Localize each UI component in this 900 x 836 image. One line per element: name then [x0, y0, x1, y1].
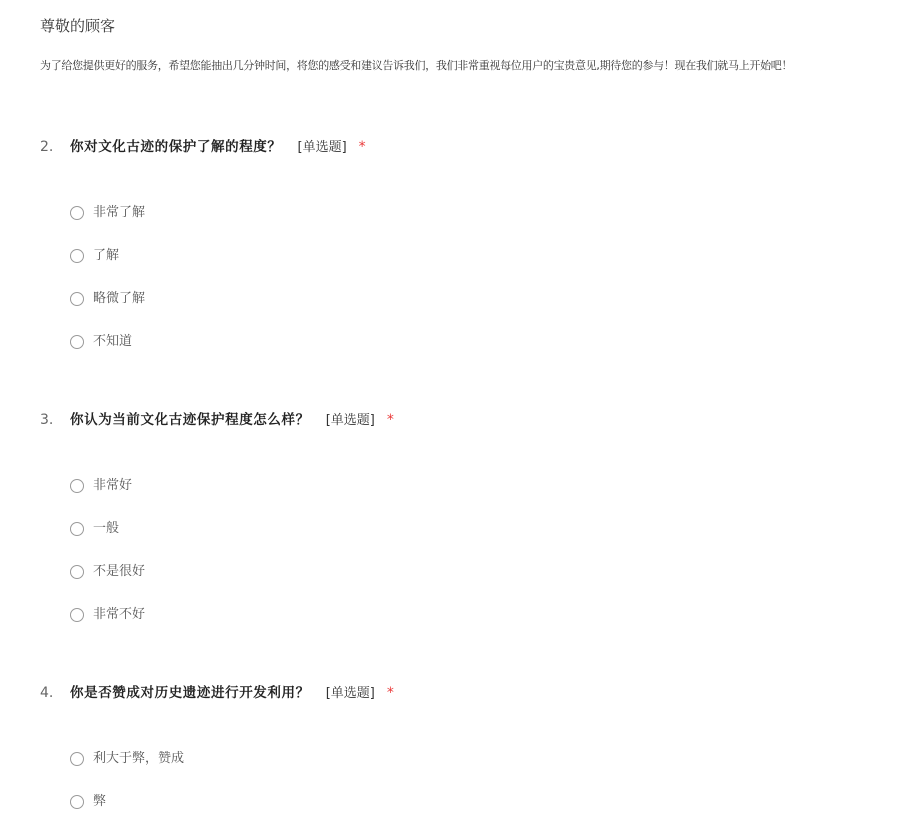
radio-button[interactable] — [70, 795, 84, 809]
question-number: 4. — [40, 685, 54, 701]
radio-button[interactable] — [70, 522, 84, 536]
radio-button[interactable] — [70, 752, 84, 766]
required-marker: * — [358, 139, 366, 155]
option-familiar[interactable] — [70, 247, 880, 290]
option-label: 弊 — [93, 794, 107, 809]
option-label: 不知道 — [93, 334, 133, 349]
survey-greeting: 尊敬的顾客 — [40, 17, 116, 35]
radio-button[interactable] — [70, 249, 84, 263]
question-type-tag: [单选题] — [297, 140, 347, 155]
option-list — [70, 477, 880, 649]
option-dont-know[interactable] — [70, 333, 880, 376]
option-very-good[interactable] — [70, 477, 880, 520]
option-average[interactable] — [70, 520, 880, 563]
question-3 — [40, 407, 880, 649]
question-type-tag: [单选题] — [325, 686, 375, 701]
question-2 — [40, 134, 880, 376]
question-header — [40, 134, 880, 158]
question-header — [40, 680, 880, 704]
survey-intro: 为了给您提供更好的服务，希望您能抽出几分钟时间，将您的感受和建议告诉我们，我们非常重视每位用户的宝贵意见,期待您的参与！现在我们就马上开始吧！ — [40, 59, 793, 72]
radio-button[interactable] — [70, 335, 84, 349]
option-label: 非常好 — [93, 478, 133, 493]
radio-button[interactable] — [70, 565, 84, 579]
option-drawbacks[interactable] — [70, 793, 880, 836]
question-title: 你认为当前文化古迹保护程度怎么样？ — [70, 412, 310, 428]
radio-button[interactable] — [70, 206, 84, 220]
radio-button[interactable] — [70, 292, 84, 306]
option-list — [70, 750, 880, 836]
question-number: 3. — [40, 412, 54, 428]
option-list — [70, 204, 880, 376]
option-not-very-good[interactable] — [70, 563, 880, 606]
option-benefits-outweigh-approve[interactable] — [70, 750, 880, 793]
required-marker: * — [386, 685, 394, 701]
option-label: 不是很好 — [93, 564, 146, 579]
radio-button[interactable] — [70, 608, 84, 622]
option-label: 非常不好 — [93, 607, 146, 622]
option-very-bad[interactable] — [70, 606, 880, 649]
option-very-familiar[interactable] — [70, 204, 880, 247]
question-title: 你是否赞成对历史遗迹进行开发利用？ — [70, 685, 310, 701]
option-label: 了解 — [93, 248, 120, 263]
question-header — [40, 407, 880, 431]
option-slightly-familiar[interactable] — [70, 290, 880, 333]
option-label: 非常了解 — [93, 205, 146, 220]
radio-button[interactable] — [70, 479, 84, 493]
question-title: 你对文化古迹的保护了解的程度？ — [70, 139, 282, 155]
option-label: 利大于弊，赞成 — [93, 751, 185, 766]
question-4 — [40, 680, 880, 836]
option-label: 略微了解 — [93, 291, 146, 306]
question-number: 2. — [40, 139, 54, 155]
question-type-tag: [单选题] — [325, 413, 375, 428]
required-marker: * — [386, 412, 394, 428]
option-label: 一般 — [93, 521, 120, 536]
